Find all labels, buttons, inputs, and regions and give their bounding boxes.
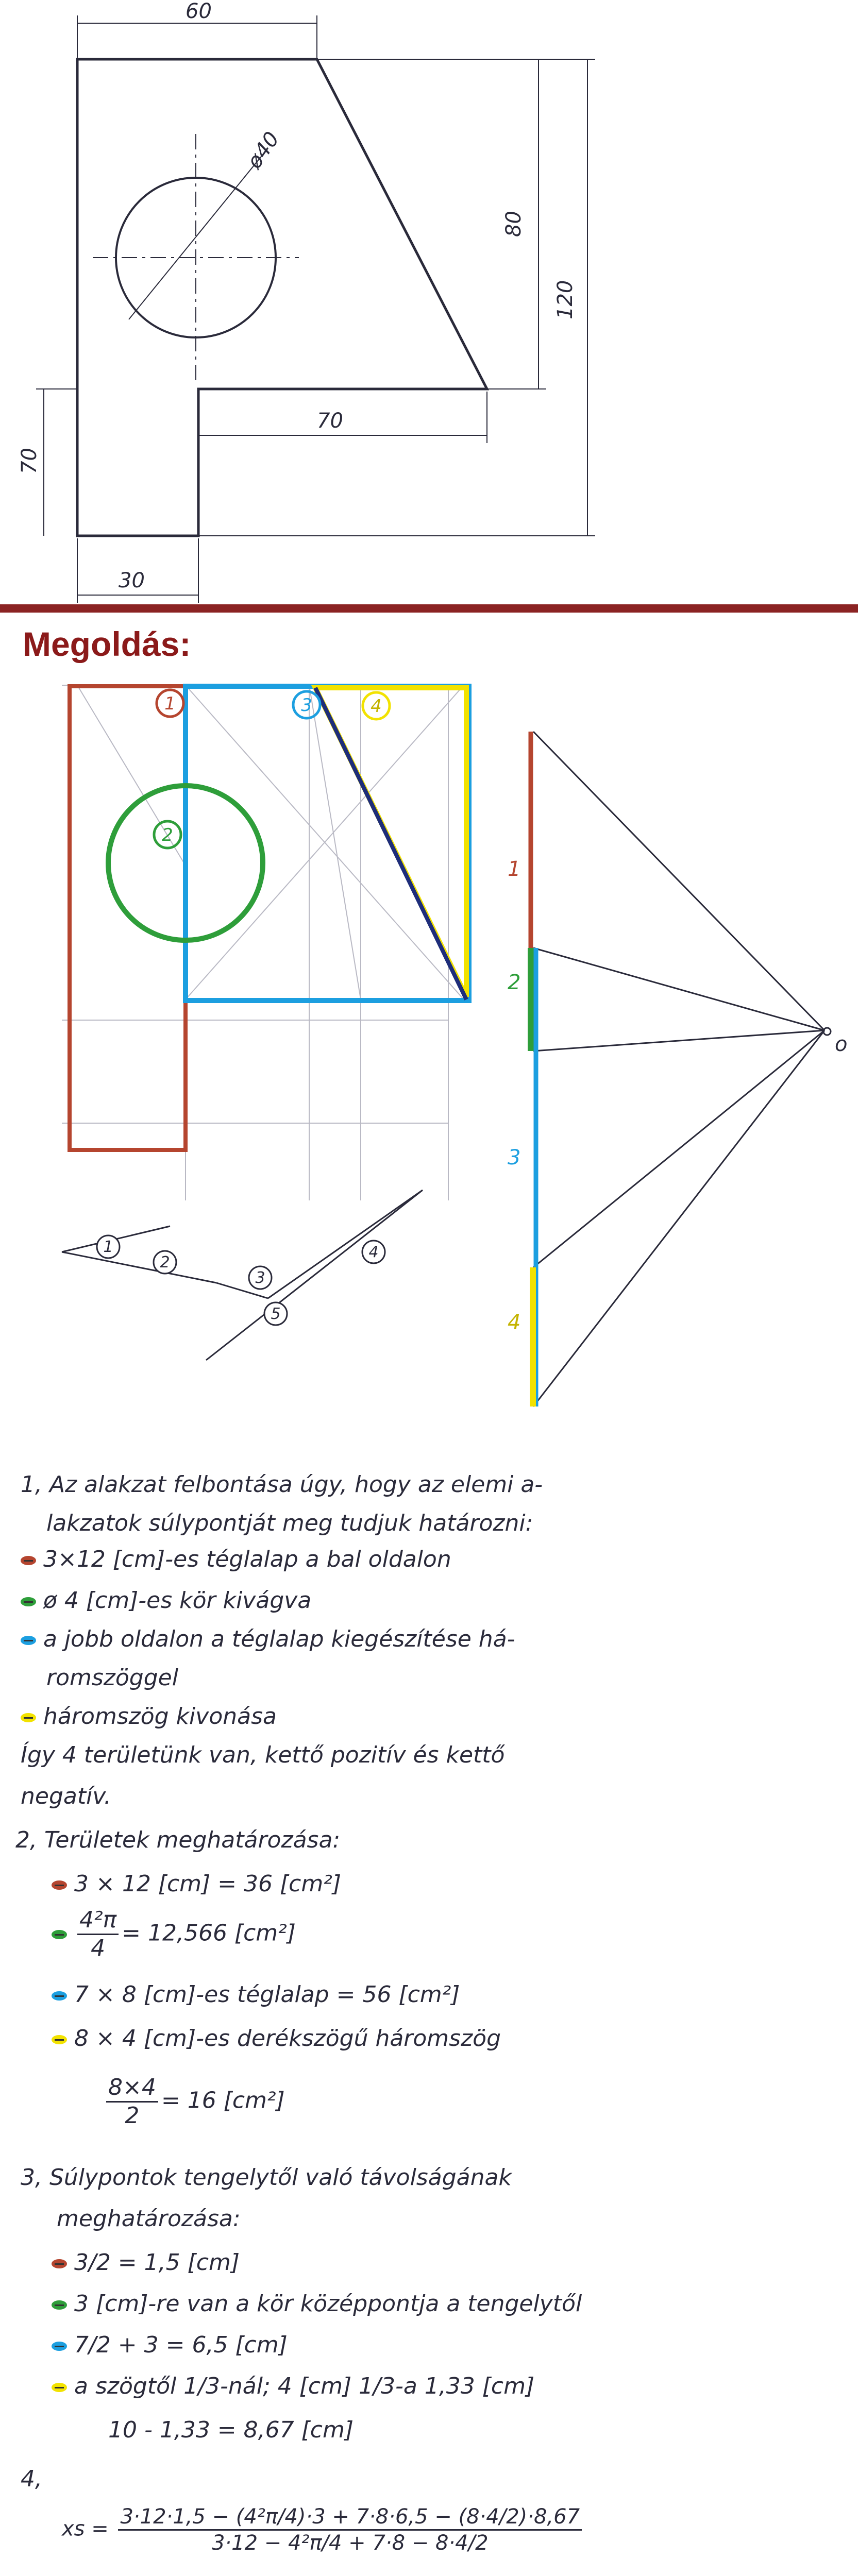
dim-left-label: 70 xyxy=(18,448,41,474)
funicular-tag-1: 1 xyxy=(103,1238,113,1256)
funicular-tag-3: 3 xyxy=(255,1269,265,1287)
part-outline xyxy=(77,59,487,536)
dim-right-inner-label: 80 xyxy=(502,211,526,237)
step1-green: ø 4 [cm]-es kör kivágva xyxy=(21,1589,311,1612)
step3-yellow-a: a szögtől 1/3-nál; 4 [cm] 1/3-a 1,33 [cm] xyxy=(52,2375,534,2398)
dim-bottom-label: 30 xyxy=(119,569,145,592)
force-label-3: 3 xyxy=(508,1146,521,1170)
tag-3: 3 xyxy=(301,695,312,716)
step2-title: 2, Területek meghatározása: xyxy=(15,1827,341,1853)
separator-band xyxy=(0,604,858,613)
step2-yellow-calc: $\frac{8\times 4}{2}$ = 16 [cm²] xyxy=(103,2076,285,2127)
step2-green: $\frac{\text{4²π}}{4}$ = 12,566 [cm²] xyxy=(52,1909,296,1960)
technical-drawing xyxy=(0,0,858,608)
red-bullet xyxy=(21,1556,36,1565)
dim-middle-label: 70 xyxy=(317,409,343,433)
green-bullet xyxy=(21,1597,36,1606)
blue-bullet xyxy=(21,1636,36,1645)
step3-line-a: 3, Súlypontok tengelytől való távolságának xyxy=(21,2164,512,2191)
funicular-tag-4: 4 xyxy=(368,1243,379,1261)
step3-red: 3/2 = 1,5 [cm] xyxy=(52,2251,240,2274)
step1-line-b: lakzatok súlypontját meg tudjuk határozni: xyxy=(46,1510,533,1536)
dim-right-outer-label: 120 xyxy=(553,280,577,319)
funicular-tag-2: 2 xyxy=(160,1253,170,1272)
step1-end-a: Így 4 területünk van, kettő pozitív és kettő xyxy=(21,1742,505,1768)
step1-line-a: 1, Az alakzat felbontása úgy, hogy az elemi a- xyxy=(21,1471,543,1498)
pole-label: o xyxy=(835,1032,848,1056)
step1-blue-b: romszöggel xyxy=(46,1665,178,1691)
tag-2: 2 xyxy=(162,825,173,845)
step2-yellow: 8 × 4 [cm]-es derékszögű háromszög xyxy=(52,2027,501,2050)
step3-yellow-b: 10 - 1,33 = 8,67 [cm] xyxy=(108,2417,354,2443)
xs-formula: xs = $\frac{\text{3·12·1,5 − (4²π/4)·3 + 7·8·6,5 − (8·4/2)·8,67}}{\text{3·12 − 4²π/4 + 7·8 − 8·4/2}}$ xyxy=(62,2506,585,2553)
tag-4: 4 xyxy=(371,696,382,717)
step1-blue-a: a jobb oldalon a téglalap kiegészítése há- xyxy=(21,1628,515,1651)
step3-line-b: meghatározása: xyxy=(57,2206,241,2232)
step1-end-b: negatív. xyxy=(21,1783,111,1809)
step2-red: 3 × 12 [cm] = 36 [cm²] xyxy=(52,1873,341,1895)
solution-diagram xyxy=(0,659,858,1498)
solution-heading: Megoldás: xyxy=(23,625,191,663)
step1-yellow: háromszög kivonása xyxy=(21,1705,277,1728)
step2-blue: 7 × 8 [cm]-es téglalap = 56 [cm²] xyxy=(52,1984,460,2006)
dim-circle-label: ø40 xyxy=(242,127,284,173)
tag-1: 1 xyxy=(164,693,176,714)
dim-top-label: 60 xyxy=(186,0,212,23)
step4-label: 4, xyxy=(21,2466,42,2492)
force-label-4: 4 xyxy=(508,1311,521,1334)
step3-blue: 7/2 + 3 = 6,5 [cm] xyxy=(52,2334,288,2357)
force-label-2: 2 xyxy=(508,971,521,994)
funicular-tag-5: 5 xyxy=(271,1305,281,1323)
area-1-rect xyxy=(70,686,186,1150)
force-label-1: 1 xyxy=(508,857,521,881)
step1-red: 3×12 [cm]-es téglalap a bal oldalon xyxy=(21,1548,451,1571)
step3-green: 3 [cm]-re van a kör középpontja a tengelytől xyxy=(52,2293,582,2315)
yellow-bullet xyxy=(21,1713,36,1722)
